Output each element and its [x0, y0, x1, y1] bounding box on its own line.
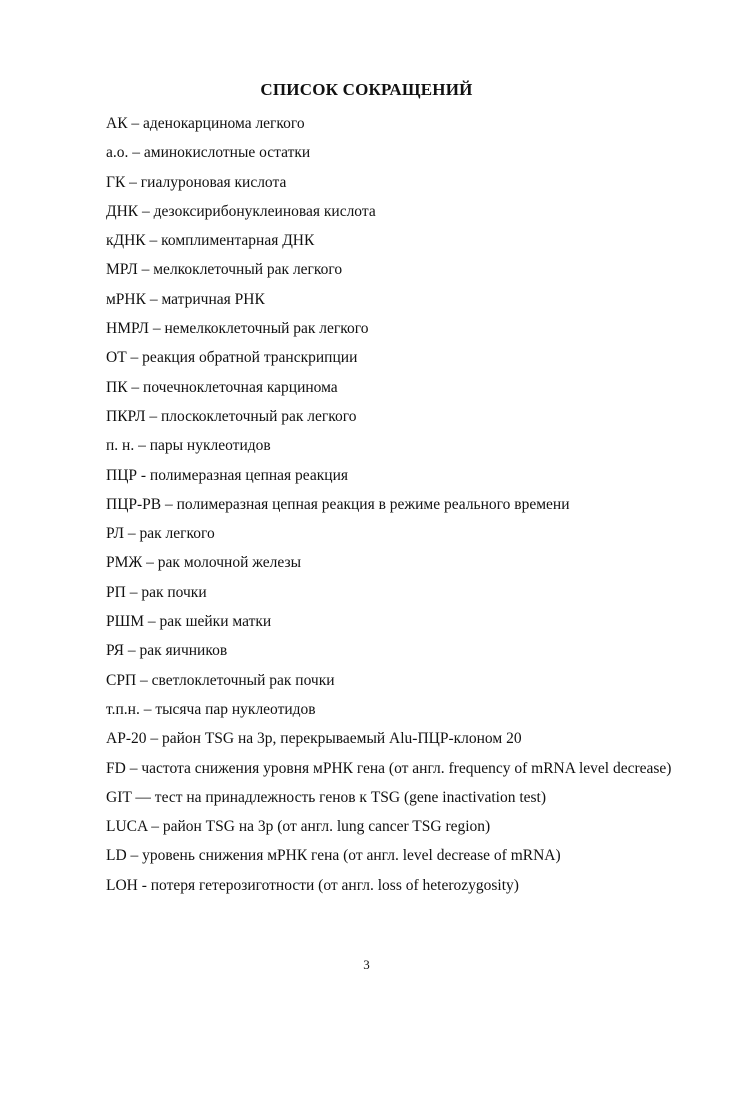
list-item: ДНК – дезоксирибонуклеиновая кислота: [106, 202, 376, 220]
list-item: РЯ – рак яичников: [106, 642, 228, 660]
list-item: АК – аденокарцинома легкого: [106, 115, 305, 132]
list-item: а.о. – аминокислотные остатки: [106, 144, 311, 162]
list-item: ОТ – реакция обратной транскрипции: [106, 349, 358, 367]
list-item: РП – рак почки: [106, 583, 207, 601]
list-item: СРП – светлоклеточный рак почки: [106, 671, 335, 689]
list-item: ГК – гиалуроновая кислота: [106, 173, 287, 191]
list-item: ПКРЛ – плоскоклеточный рак легкого: [106, 407, 357, 425]
list-item: РМЖ – рак молочной железы: [106, 554, 301, 572]
page-title: СПИСОК СОКРАЩЕНИЙ: [260, 80, 473, 99]
list-item: т.п.н. – тысяча пар нуклеотидов: [106, 700, 316, 718]
list-item: ПЦР - полимеразная цепная реакция: [106, 466, 349, 484]
list-item: ПК – почечноклеточная карцинома: [106, 378, 338, 396]
list-item: ПЦР-РВ – полимеразная цепная реакция в режиме реального времени: [106, 495, 570, 513]
list-item: кДНК – комплиментарная ДНК: [106, 232, 315, 250]
list-item: мРНК – матричная РНК: [106, 290, 265, 308]
page-number: 3: [363, 957, 370, 972]
list-item: AP-20 – район TSG на 3р, перекрываемый Alu-ПЦР-клоном 20: [106, 730, 522, 748]
list-item: LD – уровень снижения мРНК гена (от англ. level decrease of mRNA): [106, 847, 561, 865]
list-item: МРЛ – мелкоклеточный рак легкого: [106, 261, 343, 279]
list-item: п. н. – пары нуклеотидов: [106, 437, 271, 455]
list-item: НМРЛ – немелкоклеточный рак легкого: [106, 320, 369, 338]
list-item: GIT — тест на принадлежность генов к TSG (gene inactivation test): [106, 788, 547, 806]
list-item: РШМ – рак шейки матки: [106, 613, 272, 631]
list-item: LOH - потеря гетерозиготности (от англ. loss of heterozygosity): [106, 876, 519, 894]
list-item: LUCA – район TSG на 3р (от англ. lung cancer TSG region): [106, 818, 491, 836]
abbreviation-list: [106, 109, 686, 900]
list-item: FD – частота снижения уровня мРНК гена (от англ. frequency of mRNA level decrease): [106, 759, 672, 777]
list-item: РЛ – рак легкого: [106, 525, 215, 543]
